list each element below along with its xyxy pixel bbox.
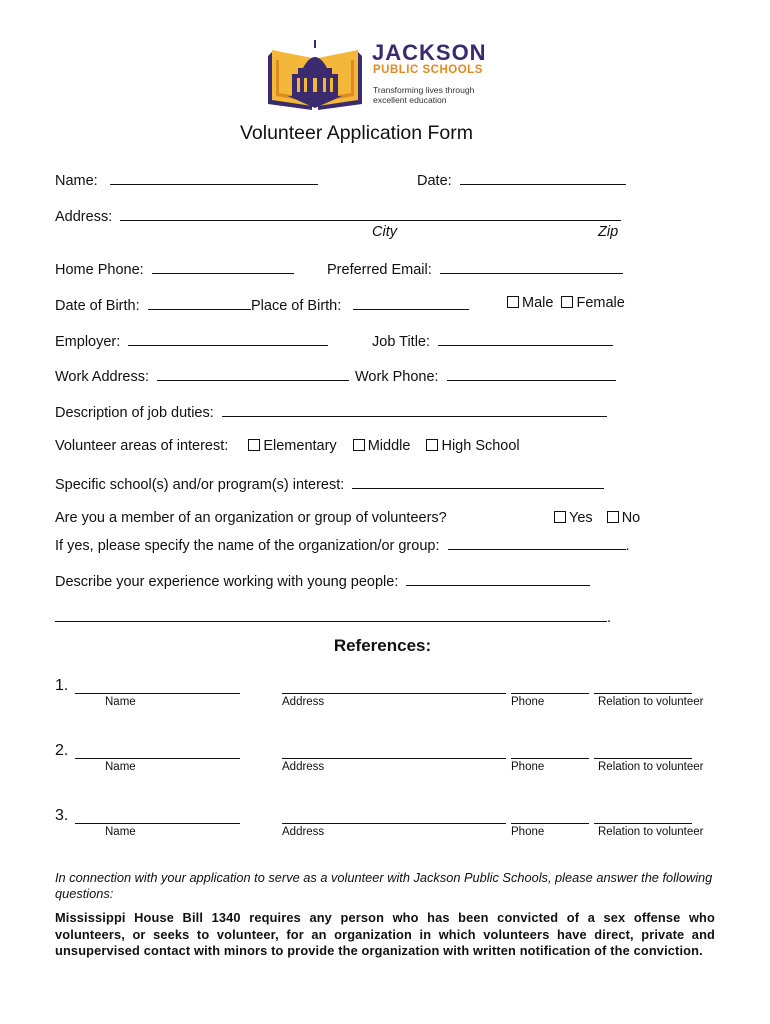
pob-label: Place of Birth: [251, 298, 342, 314]
date-row [417, 170, 626, 189]
reference-3-address-field[interactable] [282, 809, 506, 824]
email-field[interactable] [440, 259, 623, 274]
dob-row [55, 295, 251, 314]
if-yes-period: . [625, 538, 630, 554]
logo-name: JACKSON [372, 40, 487, 65]
home-phone-field[interactable] [152, 259, 294, 274]
member-options [554, 510, 640, 526]
reference-2-name-caption: Name [105, 761, 136, 773]
job-duties-label: Description of job duties: [55, 405, 214, 421]
reference-3-relation-caption: Relation to volunteer [598, 826, 704, 838]
areas-row [55, 438, 520, 454]
work-phone-field[interactable] [447, 366, 616, 381]
reference-1-number: 1. [55, 677, 69, 694]
experience-field[interactable] [406, 571, 590, 586]
work-address-field[interactable] [157, 366, 349, 381]
high-school-label: High School [441, 438, 520, 454]
specific-school-field[interactable] [352, 474, 604, 489]
work-address-label: Work Address: [55, 369, 150, 385]
reference-3-phone-field[interactable] [511, 809, 589, 824]
work-phone-label: Work Phone: [355, 369, 439, 385]
experience-field-2[interactable] [55, 607, 607, 622]
date-label: Date: [417, 173, 452, 189]
gender-options [507, 295, 625, 311]
reference-1-phone-field[interactable] [511, 679, 589, 694]
if-yes-label: If yes, please specify the name of the organization/or group: [55, 538, 440, 554]
if-yes-row [55, 535, 630, 554]
reference-2-address-caption: Address [282, 761, 325, 773]
specific-school-label: Specific school(s) and/or program(s) interest: [55, 477, 345, 493]
reference-3-phone-caption: Phone [511, 826, 545, 838]
male-label: Male [522, 295, 554, 311]
name-field[interactable] [110, 170, 318, 185]
zip-caption: Zip [598, 224, 619, 240]
reference-2-name-field[interactable] [75, 744, 240, 759]
member-question: Are you a member of an organization or group of volunteers? [55, 510, 447, 526]
reference-1-address-caption: Address [282, 696, 325, 708]
middle-label: Middle [367, 438, 411, 454]
work-address-row [55, 366, 349, 385]
female-checkbox[interactable] [561, 296, 573, 308]
pob-field[interactable] [353, 295, 469, 310]
middle-checkbox[interactable] [353, 439, 365, 451]
job-title-label: Job Title: [372, 334, 431, 350]
reference-3-address-caption: Address [282, 826, 325, 838]
home-phone-label: Home Phone: [55, 262, 144, 278]
home-phone-row [55, 259, 294, 278]
elementary-checkbox[interactable] [248, 439, 260, 451]
city-caption: City [372, 224, 397, 240]
address-row [55, 206, 621, 225]
references-heading: References: [333, 636, 432, 655]
pob-row [251, 295, 469, 314]
male-checkbox[interactable] [507, 296, 519, 308]
employer-label: Employer: [55, 334, 121, 350]
organization-field[interactable] [448, 535, 626, 550]
capitol-book-icon [268, 38, 362, 110]
address-field[interactable] [120, 206, 621, 221]
high-school-checkbox[interactable] [426, 439, 438, 451]
reference-2-relation-field[interactable] [594, 744, 692, 759]
experience-label: Describe your experience working with young people: [55, 574, 399, 590]
dob-field[interactable] [148, 295, 251, 310]
reference-2-phone-field[interactable] [511, 744, 589, 759]
logo-tagline-2: excellent education [373, 95, 447, 105]
date-field[interactable] [460, 170, 626, 185]
reference-2-relation-caption: Relation to volunteer [598, 761, 704, 773]
email-row [327, 259, 623, 278]
job-title-field[interactable] [438, 331, 613, 346]
name-row [55, 170, 318, 189]
reference-2-phone-caption: Phone [511, 761, 545, 773]
reference-3-name-field[interactable] [75, 809, 240, 824]
job-title-row [372, 331, 613, 350]
email-label: Preferred Email: [327, 262, 432, 278]
areas-label: Volunteer areas of interest: [55, 438, 229, 454]
female-label: Female [576, 295, 625, 311]
logo-tagline-1: Transforming lives through [373, 85, 475, 95]
no-checkbox[interactable] [607, 511, 619, 523]
experience-row [55, 571, 590, 590]
employer-row [55, 331, 328, 350]
reference-2-number: 2. [55, 742, 69, 759]
reference-2-address-field[interactable] [282, 744, 506, 759]
employer-field[interactable] [128, 331, 328, 346]
notice-text: In connection with your application to serve as a volunteer with Jackson Public Schools, please answer the following questions: [55, 870, 713, 901]
yes-checkbox[interactable] [554, 511, 566, 523]
address-label: Address: [55, 209, 113, 225]
no-label: No [621, 510, 641, 526]
dob-label: Date of Birth: [55, 298, 140, 314]
reference-1-name-field[interactable] [75, 679, 240, 694]
logo-sub: PUBLIC SCHOOLS [373, 64, 483, 76]
job-duties-field[interactable] [222, 402, 607, 417]
job-duties-row [55, 402, 607, 421]
reference-1-relation-field[interactable] [594, 679, 692, 694]
reference-3-name-caption: Name [105, 826, 136, 838]
experience-period: . [607, 610, 612, 626]
reference-3-number: 3. [55, 807, 69, 824]
reference-1-name-caption: Name [105, 696, 136, 708]
reference-3-relation-field[interactable] [594, 809, 692, 824]
experience-row-2 [55, 607, 611, 626]
law-text: Mississippi House Bill 1340 requires any person who has been convicted of a sex offense who volunteers, or seeks to volunteer, for an organization in which volunteers have direct, private and unsupervised contact with minors to provide the organization with written notification of the conviction. [55, 910, 715, 958]
yes-label: Yes [569, 510, 593, 526]
reference-1-phone-caption: Phone [511, 696, 545, 708]
work-phone-row [355, 366, 616, 385]
name-label: Name: [55, 173, 98, 189]
specific-school-row [55, 474, 604, 493]
elementary-label: Elementary [263, 438, 337, 454]
page-title: Volunteer Application Form [239, 122, 474, 144]
reference-1-address-field[interactable] [282, 679, 506, 694]
reference-1-relation-caption: Relation to volunteer [598, 696, 704, 708]
